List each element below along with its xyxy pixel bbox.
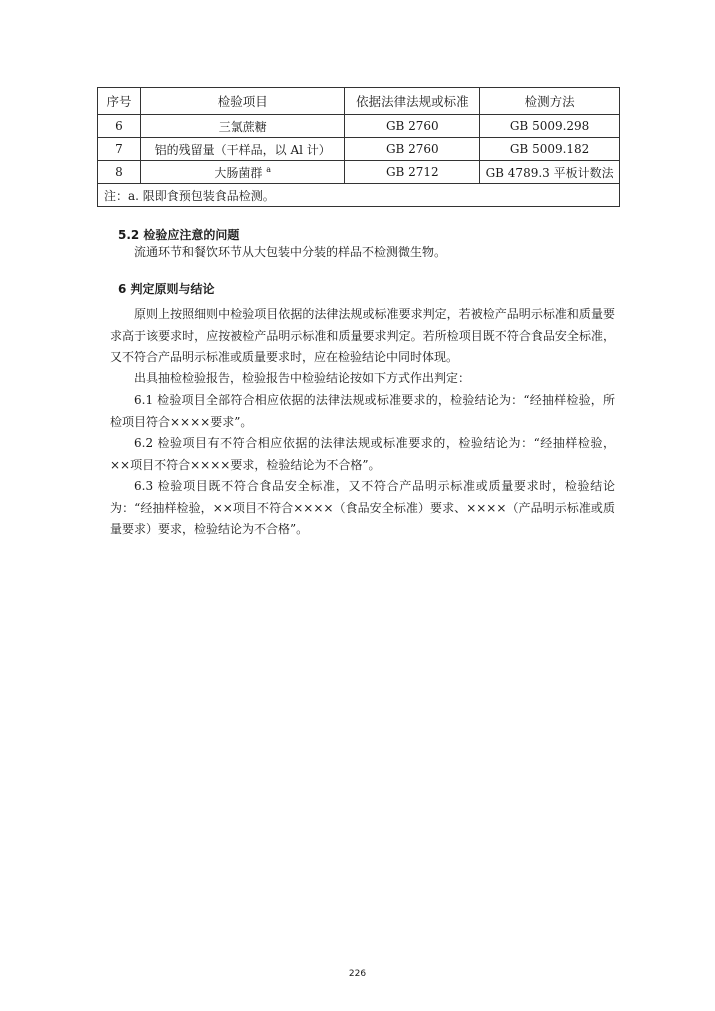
cell-standard: GB 2712 [345, 161, 480, 184]
section-6-2-paragraph: 6.2 检验项目有不符合相应依据的法律法规或标准要求的，检验结论为：“经抽样检验，××项目不符合××××要求，检验结论为不合格”。 [110, 436, 615, 472]
table-header-row [98, 88, 620, 115]
cell-index: 7 [98, 138, 141, 161]
page-number: 226 [348, 969, 367, 979]
cell-item: 铝的残留量（干样品，以 Al 计） [140, 138, 345, 161]
item-text: 大肠菌群 [214, 165, 263, 180]
footnote-marker: a [266, 164, 271, 174]
table-row [98, 161, 620, 184]
cell-item [140, 161, 345, 184]
cell-standard: GB 2760 [345, 138, 480, 161]
section-5-2-heading: 5.2 检验应注意的问题 [118, 228, 240, 242]
table-row [98, 138, 620, 161]
cell-standard: GB 2760 [345, 115, 480, 138]
section-6-paragraph-2: 出具抽检检验报告，检验报告中检验结论按如下方式作出判定： [134, 371, 471, 385]
cell-index: 8 [98, 161, 141, 184]
table-note-row [98, 184, 620, 207]
section-6-heading: 6 判定原则与结论 [118, 282, 215, 296]
section-5-2-text: 流通环节和餐饮环节从大包装中分装的样品不检测微生物。 [134, 245, 447, 259]
section-6-3-paragraph: 6.3 检验项目既不符合食品安全标准，又不符合产品明示标准或质量要求时，检验结论为：“经抽样检验，××项目不符合××××（食品安全标准）要求、××××（产品明示标准或质量要求）要求，检验结论为不合格”。 [110, 479, 615, 536]
inspection-items-table [97, 87, 620, 207]
section-6-paragraph-1: 原则上按照细则中检验项目依据的法律法规或标准要求判定，若被检产品明示标准和质量要求高于该要求时，应按被检产品明示标准和质量要求判定。若所检项目既不符合食品安全标准，又不符合产品明示标准或质量要求时，应在检验结论中同时体现。 [110, 307, 615, 364]
header-standard: 依据法律法规或标准 [345, 88, 480, 115]
cell-method: GB 5009.182 [480, 138, 620, 161]
header-item: 检验项目 [140, 88, 345, 115]
section-6-1-paragraph: 6.1 检验项目全部符合相应依据的法律法规或标准要求的，检验结论为：“经抽样检验，所检项目符合××××要求”。 [110, 393, 615, 429]
header-method: 检测方法 [480, 88, 620, 115]
cell-item: 三氯蔗糖 [140, 115, 345, 138]
table-note: 注：a. 限即食预包装食品检测。 [98, 184, 620, 207]
table-row [98, 115, 620, 138]
cell-method: GB 5009.298 [480, 115, 620, 138]
cell-index: 6 [98, 115, 141, 138]
cell-method: GB 4789.3 平板计数法 [480, 161, 620, 184]
header-index: 序号 [98, 88, 141, 115]
